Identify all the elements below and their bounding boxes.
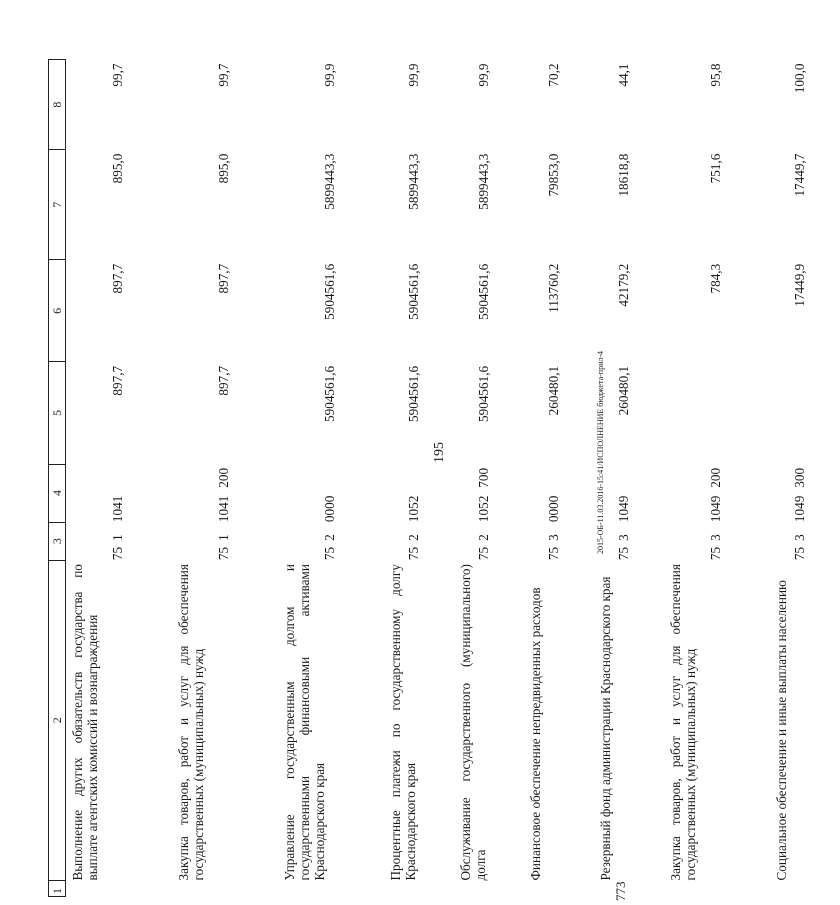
row-code-cell — [278, 522, 384, 560]
row-code-article: 1052 — [476, 495, 491, 523]
column-header: 5 — [49, 362, 66, 464]
column-header: 7 — [49, 150, 66, 260]
row-value-v5: 260480,1 — [546, 365, 561, 416]
row-value-v6: 784,3 — [708, 263, 723, 294]
row-value-v6: 5904561,6 — [406, 263, 421, 320]
row-code-section: 2 — [322, 534, 337, 541]
page-number: 195 — [432, 442, 447, 463]
row-code-ministry: 75 — [216, 546, 231, 561]
row-value-v7: 79853,0 — [546, 153, 561, 197]
row-value-v6: 113760,2 — [546, 263, 561, 313]
row-description: Закупка товаров, работ и услуг для обеспечения государственных (муниципальных) нужд — [176, 564, 206, 881]
row-code-cell — [66, 522, 173, 560]
row-code-ministry: 75 — [708, 546, 723, 561]
row-value-v6: 897,7 — [110, 263, 125, 294]
row-code-article: 0000 — [546, 495, 561, 523]
row-code-cell — [664, 522, 770, 560]
row-description: Финансовое обеспечение непредвиденных расходов — [528, 587, 543, 881]
row-value-v7: 17449,7 — [792, 153, 807, 197]
row-value-v6: 5904561,6 — [476, 263, 491, 320]
row-description: Обслуживание государственного (муниципального) долга — [458, 564, 488, 881]
row-code-ministry: 75 — [792, 546, 807, 561]
row-code-ministry: 75 — [616, 546, 631, 561]
row-description: Процентные платежи по государственному долгу Краснодарского края — [388, 564, 418, 881]
row-code-article: 1041 — [110, 495, 125, 523]
row-code-article-cell — [278, 464, 384, 522]
row-spacer-cell — [664, 880, 770, 896]
row-code-article-cell — [172, 464, 278, 522]
document-label: 2015-ОБ-11.03.2016-15:41/ИСПОЛНЕНИЕ бюджета-прил-4 — [596, 350, 605, 555]
row-code-ministry: 75 — [406, 546, 421, 561]
column-header: 1 — [49, 880, 66, 896]
row-value-v8: 99,9 — [476, 63, 491, 87]
row-value-v6: 17449,9 — [792, 263, 807, 307]
row-code-ministry: 75 — [476, 546, 491, 561]
row-spacer-cell — [770, 880, 840, 896]
row-code-article-cell — [770, 464, 840, 522]
row-code-cell — [384, 522, 454, 560]
row-value-v8: 99,7 — [216, 63, 231, 87]
row-description: Выполнение других обязательств государства по выплате агентских комиссий и вознаграждения — [70, 564, 100, 881]
row-value-v8: 70,2 — [546, 63, 561, 87]
row-value-v8: 100,0 — [792, 63, 807, 94]
row-code-cell — [770, 522, 840, 560]
row-code-section: 1 — [110, 534, 125, 541]
row-code-article: 1049 — [616, 495, 631, 523]
row-description: Социальное обеспечение и иные выплаты населению — [774, 580, 789, 881]
row-code-article: 1049 — [708, 495, 723, 523]
row-value-v7: 5899443,3 — [406, 153, 421, 210]
row-code-expense-type: 700 — [476, 467, 491, 488]
row-value-v8: 95,8 — [708, 63, 723, 87]
row-description: Закупка товаров, работ и услуг для обеспечения государственных (муниципальных) нужд — [668, 564, 698, 881]
row-code-article-cell — [66, 464, 173, 522]
table-header-row — [49, 60, 66, 897]
row-code-cell — [172, 522, 278, 560]
row-code-ministry: 75 — [546, 546, 561, 561]
row-code-section: 3 — [708, 534, 723, 541]
row-spacer-cell — [278, 880, 384, 896]
row-code-article-cell — [384, 464, 454, 522]
row-value-v5: 5904561,6 — [476, 365, 491, 422]
row-code-section: 2 — [476, 534, 491, 541]
table-row — [278, 60, 384, 897]
row-code-cell — [524, 522, 594, 560]
row-code-ministry: 75 — [322, 546, 337, 561]
row-spacer-cell — [172, 880, 278, 896]
row-spacer-cell — [384, 880, 454, 896]
row-value-v8: 44,1 — [616, 63, 631, 87]
row-value-v5: 897,7 — [216, 365, 231, 396]
row-value-v6: 42179,2 — [616, 263, 631, 307]
column-header: 2 — [49, 560, 66, 880]
row-code-article-cell — [664, 464, 770, 522]
row-value-v6: 897,7 — [216, 263, 231, 294]
table-row — [172, 60, 278, 897]
row-value-v5 — [664, 362, 770, 464]
table-row — [770, 60, 840, 897]
row-value-v8: 99,9 — [322, 63, 337, 87]
row-value-v5: 5904561,6 — [406, 365, 421, 422]
column-header: 8 — [49, 60, 66, 150]
row-description: Резервный фонд администрации Краснодарского края — [598, 576, 613, 881]
row-value-v5 — [770, 362, 840, 464]
row-value-v7: 895,0 — [216, 153, 231, 184]
row-code-section: 3 — [616, 534, 631, 541]
row-code-section: 3 — [546, 534, 561, 541]
row-value-v7: 751,6 — [708, 153, 723, 184]
row-code-section: 2 — [406, 534, 421, 541]
row-code-article: 0000 — [322, 495, 337, 523]
table-row — [66, 60, 173, 897]
row-code-expense-type: 200 — [216, 467, 231, 488]
footer-page-number: 773 — [613, 881, 628, 901]
table-row — [454, 60, 524, 897]
table-row — [384, 60, 454, 897]
column-header: 6 — [49, 260, 66, 362]
budget-table — [48, 59, 840, 897]
row-spacer-cell — [454, 880, 524, 896]
column-header: 4 — [49, 464, 66, 522]
row-code-expense-type: 200 — [708, 467, 723, 488]
row-spacer-cell — [66, 880, 173, 896]
row-value-v8: 99,9 — [406, 63, 421, 87]
row-description: Управление государственным долгом и государственными финансовыми активами Краснодарского края — [282, 564, 327, 881]
row-value-v6: 5904561,6 — [322, 263, 337, 320]
row-value-v7: 18618,8 — [616, 153, 631, 197]
row-code-section: 3 — [792, 534, 807, 541]
column-header: 3 — [49, 522, 66, 560]
table-row — [664, 60, 770, 897]
row-spacer-cell — [524, 880, 594, 896]
row-value-v7: 895,0 — [110, 153, 125, 184]
row-code-article: 1049 — [792, 495, 807, 523]
row-value-v5: 897,7 — [110, 365, 125, 396]
row-value-v5: 5904561,6 — [322, 365, 337, 422]
row-code-article: 1041 — [216, 495, 231, 523]
row-value-v7: 5899443,3 — [322, 153, 337, 210]
row-code-ministry: 75 — [110, 546, 125, 561]
row-code-expense-type: 300 — [792, 467, 807, 488]
table-row — [524, 60, 594, 897]
row-value-v8: 99,7 — [110, 63, 125, 87]
row-code-article: 1052 — [406, 495, 421, 523]
row-code-article-cell — [524, 464, 594, 522]
row-value-v5: 260480,1 — [616, 365, 631, 416]
row-code-article-cell — [454, 464, 524, 522]
row-value-v7: 5899443,3 — [476, 153, 491, 210]
row-code-cell — [454, 522, 524, 560]
row-code-section: 1 — [216, 534, 231, 541]
